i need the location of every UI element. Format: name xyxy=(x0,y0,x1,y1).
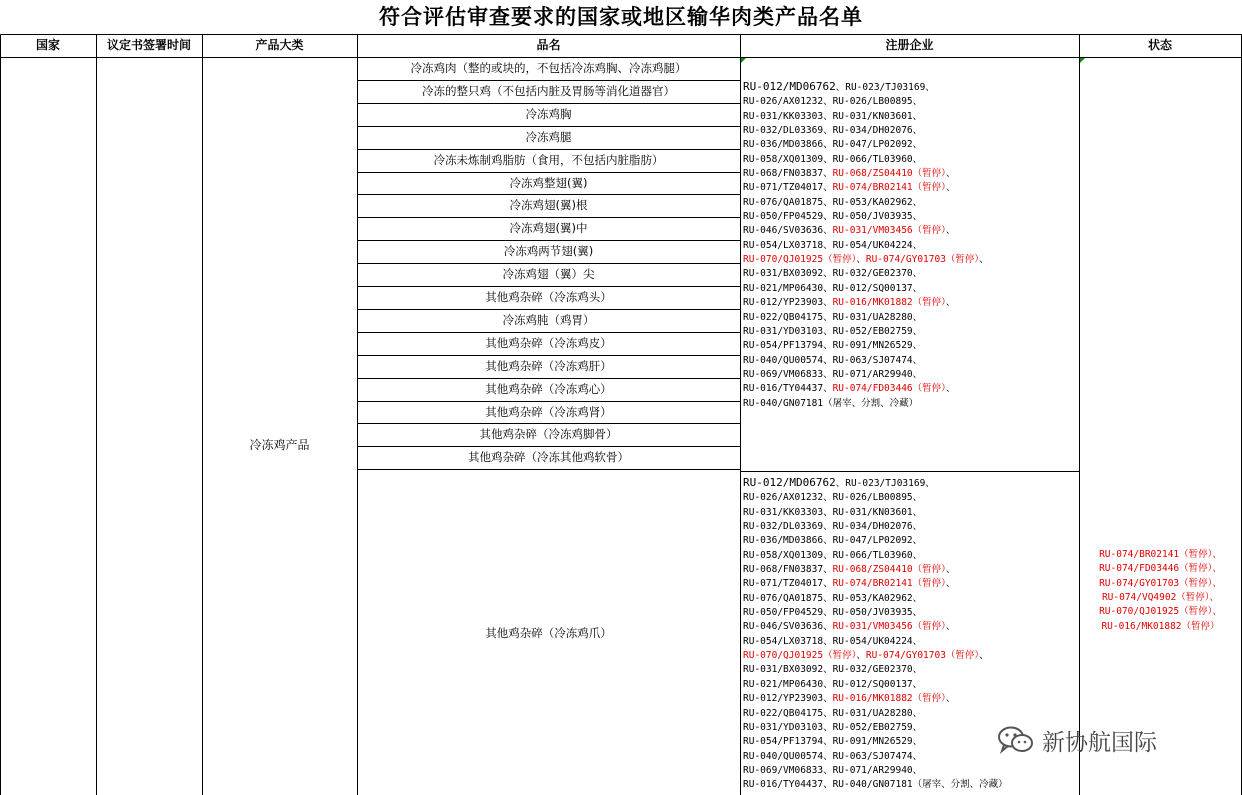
suspended-enterprise: RU-068/ZS04410（暂停） xyxy=(832,168,946,180)
enterprise-code: RU-032/DL03369、RU-034/DH02076、 xyxy=(743,125,923,137)
enterprise-code: RU-021/MP06430、RU-012/SQ00137、 xyxy=(743,282,923,294)
enterprise-code: 、 xyxy=(945,693,956,705)
product-row: 冷冻鸡整翅(翼) xyxy=(509,176,588,190)
enterprise-code: RU-046/SV03636、 xyxy=(743,621,833,633)
enterprise-line xyxy=(743,707,1078,721)
product-row: 冷冻鸡腿 xyxy=(525,130,572,144)
enterprise-code: RU-021/MP06430、RU-012/SQ00137、 xyxy=(743,678,923,690)
enterprise-code: 、RU-023/TJ03169、 xyxy=(835,82,935,93)
enterprise-line xyxy=(743,253,1078,267)
enterprise-list-group1 xyxy=(743,80,1078,411)
enterprise-line xyxy=(743,95,1078,109)
enterprise-line xyxy=(743,296,1078,310)
enterprise-code: RU-031/KK03303、RU-031/KN03601、 xyxy=(743,110,923,122)
enterprise-line xyxy=(743,124,1078,138)
suspended-enterprise: RU-031/VM03456（暂停） xyxy=(832,621,946,633)
enterprise-code: RU-069/VM06833、RU-071/AR29940、 xyxy=(743,764,923,776)
enterprise-code: RU-032/DL03369、RU-034/DH02076、 xyxy=(743,521,923,533)
enterprise-code: RU-031/KK03303、RU-031/KN03601、 xyxy=(743,506,923,518)
suspended-enterprise: RU-068/ZS04410（暂停） xyxy=(832,564,946,576)
header-category: 产品大类 xyxy=(255,38,304,52)
enterprise-code: 、 xyxy=(856,254,866,266)
enterprise-line xyxy=(743,196,1078,210)
enterprise-code: RU-076/QA01875、RU-053/KA02962、 xyxy=(743,196,923,208)
enterprise-line xyxy=(743,368,1078,382)
suspended-enterprise: RU-074/FD03446（暂停） xyxy=(832,383,946,395)
enterprise-code: 、 xyxy=(945,182,956,194)
enterprise-code: RU-026/AX01232、RU-026/LB00895、 xyxy=(743,492,923,504)
enterprise-line xyxy=(743,506,1078,520)
suspended-enterprise: RU-074/BR02141（暂停） xyxy=(832,182,946,194)
suspended-enterprise: RU-070/QJ01925（暂停） xyxy=(743,254,857,266)
enterprise-code: RU-054/LX03718、RU-054/UK04224、 xyxy=(743,635,923,647)
category-cell: 冷冻鸡产品 xyxy=(249,437,310,452)
suspended-enterprise: RU-070/QJ01925（暂停） xyxy=(743,650,857,662)
enterprise-line xyxy=(743,325,1078,339)
product-cell-chicken-feet: 其他鸡杂碎（冷冻鸡爪） xyxy=(485,626,612,640)
enterprise-line xyxy=(743,606,1078,620)
product-row: 冷冻的整只鸡（不包括内脏及胃肠等消化道器官） xyxy=(422,84,675,98)
enterprise-code: 、 xyxy=(945,564,956,576)
enterprise-code: 、 xyxy=(945,621,956,633)
status-line: RU-074/VQ4902（暂停）、 xyxy=(1101,592,1220,604)
enterprise-code: RU-054/PF13794、RU-091/MN26529、 xyxy=(743,736,923,748)
suspended-enterprise: RU-074/GY01703（暂停） xyxy=(865,650,980,662)
enterprise-code: RU-071/TZ04017、 xyxy=(743,578,833,590)
enterprise-code: 、 xyxy=(945,225,956,237)
enterprise-code: RU-058/XQ01309、RU-066/TL03960、 xyxy=(743,153,923,165)
enterprise-line xyxy=(743,635,1078,649)
enterprise-code: RU-012/MD06762 xyxy=(743,476,836,489)
enterprise-code: RU-040/QU00574、RU-063/SJ07474、 xyxy=(743,354,923,366)
status-line: RU-074/GY01703（暂停）、 xyxy=(1099,577,1222,589)
product-row: 冷冻鸡翅(翼)中 xyxy=(509,221,588,235)
enterprise-line xyxy=(743,778,1078,792)
enterprise-line xyxy=(743,520,1078,534)
enterprise-code: RU-026/AX01232、RU-026/LB00895、 xyxy=(743,96,923,108)
enterprise-code: 、 xyxy=(945,168,956,180)
header-status: 状态 xyxy=(1147,38,1172,52)
enterprise-line xyxy=(743,382,1078,396)
enterprise-line xyxy=(743,110,1078,124)
enterprise-line xyxy=(743,311,1078,325)
comment-marker xyxy=(1080,58,1085,63)
enterprise-line xyxy=(743,224,1078,238)
header-enterprise: 注册企业 xyxy=(885,38,934,52)
enterprise-line xyxy=(743,476,1078,491)
enterprise-code: RU-050/FP04529、RU-050/JV03935、 xyxy=(743,211,923,223)
suspended-enterprise: RU-074/GY01703（暂停） xyxy=(865,254,980,266)
enterprise-line xyxy=(743,181,1078,195)
status-line: RU-074/FD03446（暂停）、 xyxy=(1099,563,1222,575)
enterprise-line xyxy=(743,663,1078,677)
enterprise-code: 、RU-023/TJ03169、 xyxy=(835,478,935,489)
enterprise-code: RU-016/TY04437、RU-040/GN07181（屠宰、分割、冷藏） xyxy=(743,779,1008,791)
enterprise-line xyxy=(743,282,1078,296)
enterprise-line xyxy=(743,210,1078,224)
enterprise-line xyxy=(743,649,1078,663)
product-row: 其他鸡杂碎（冷冻鸡心） xyxy=(485,382,612,396)
status-cell xyxy=(1081,548,1240,634)
product-row: 冷冻鸡肉（整的或块的，不包括冷冻鸡胸、冷冻鸡腿） xyxy=(410,61,687,75)
enterprise-line xyxy=(743,577,1078,591)
enterprise-code: RU-022/QB04175、RU-031/UA28280、 xyxy=(743,311,923,323)
enterprise-code: RU-040/GN07181（屠宰、分割、冷藏） xyxy=(743,397,919,409)
status-line: RU-070/QJ01925（暂停）、 xyxy=(1099,606,1222,618)
status-line: RU-016/MK01882（暂停） xyxy=(1101,620,1220,632)
watermark-text: 新协航国际 xyxy=(1042,729,1157,756)
watermark xyxy=(996,722,1216,758)
suspended-enterprise: RU-016/MK01882（暂停） xyxy=(832,693,946,705)
enterprise-line xyxy=(743,491,1078,505)
enterprise-code: 、 xyxy=(945,297,956,309)
status-line: RU-074/BR02141（暂停）、 xyxy=(1099,549,1222,560)
enterprise-code: RU-036/MD03866、RU-047/LP02092、 xyxy=(743,535,923,547)
enterprise-code: RU-031/BX03092、RU-032/GE02370、 xyxy=(743,664,923,676)
enterprise-code: 、 xyxy=(945,578,956,590)
product-row: 其他鸡杂碎（冷冻鸡头） xyxy=(485,290,612,304)
header-signing-time: 议定书签署时间 xyxy=(106,38,191,52)
product-row: 其他鸡杂碎（冷冻鸡脚骨） xyxy=(479,427,618,441)
enterprise-code: RU-012/YP23903、 xyxy=(743,297,833,309)
product-row: 其他鸡杂碎（冷冻鸡肾） xyxy=(485,405,612,419)
product-row: 冷冻鸡胸 xyxy=(525,107,572,121)
enterprise-line xyxy=(743,397,1078,411)
header-product: 品名 xyxy=(536,38,561,52)
enterprise-line xyxy=(743,153,1078,167)
enterprise-line xyxy=(743,354,1078,368)
enterprise-line xyxy=(743,592,1078,606)
product-row: 其他鸡杂碎（冷冻鸡肝） xyxy=(485,359,612,373)
enterprise-code: RU-054/PF13794、RU-091/MN26529、 xyxy=(743,340,923,352)
product-row: 其他鸡杂碎（冷冻其他鸡软骨） xyxy=(468,450,629,464)
product-row: 其他鸡杂碎（冷冻鸡皮） xyxy=(485,336,612,350)
page-title: 符合评估审查要求的国家或地区输华肉类产品名单 xyxy=(379,4,863,29)
enterprise-code: 、 xyxy=(945,383,956,395)
enterprise-code: 、 xyxy=(979,650,989,662)
enterprise-line xyxy=(743,267,1078,281)
enterprise-line xyxy=(743,167,1078,181)
enterprise-line xyxy=(743,239,1078,253)
enterprise-line xyxy=(743,764,1078,778)
enterprise-code: RU-068/FN03837、 xyxy=(743,168,833,180)
enterprise-line xyxy=(743,563,1078,577)
enterprise-code: RU-054/LX03718、RU-054/UK04224、 xyxy=(743,239,923,251)
enterprise-line xyxy=(743,549,1078,563)
enterprise-line xyxy=(743,620,1078,634)
product-row: 冷冻鸡翅（翼）尖 xyxy=(502,267,595,281)
enterprise-code: RU-068/FN03837、 xyxy=(743,564,833,576)
suspended-enterprise: RU-031/VM03456（暂停） xyxy=(832,225,946,237)
enterprise-line xyxy=(743,138,1078,152)
enterprise-code: RU-031/BX03092、RU-032/GE02370、 xyxy=(743,268,923,280)
enterprise-code: RU-022/QB04175、RU-031/UA28280、 xyxy=(743,707,923,719)
enterprise-line xyxy=(743,534,1078,548)
enterprise-code: RU-058/XQ01309、RU-066/TL03960、 xyxy=(743,549,923,561)
suspended-enterprise: RU-016/MK01882（暂停） xyxy=(832,297,946,309)
enterprise-code: RU-012/MD06762 xyxy=(743,80,836,93)
enterprise-line xyxy=(743,678,1078,692)
product-row: 冷冻未炼制鸡脂肪（食用，不包括内脏脂肪） xyxy=(433,153,664,167)
enterprise-code: RU-040/QU00574、RU-063/SJ07474、 xyxy=(743,750,923,762)
enterprise-code: RU-050/FP04529、RU-050/JV03935、 xyxy=(743,607,923,619)
enterprise-code: RU-071/TZ04017、 xyxy=(743,182,833,194)
enterprise-code: RU-046/SV03636、 xyxy=(743,225,833,237)
comment-marker xyxy=(741,58,746,63)
header-country: 国家 xyxy=(35,38,60,52)
product-row: 冷冻鸡两节翅(翼) xyxy=(503,244,594,258)
suspended-enterprise: RU-074/BR02141（暂停） xyxy=(832,578,946,590)
enterprise-code: 、 xyxy=(856,650,866,662)
enterprise-line xyxy=(743,80,1078,95)
enterprise-code: RU-076/QA01875、RU-053/KA02962、 xyxy=(743,592,923,604)
product-row: 冷冻鸡肫（鸡胃） xyxy=(502,313,595,327)
product-row: 冷冻鸡翅(翼)根 xyxy=(509,198,588,212)
enterprise-code: RU-016/TY04437、 xyxy=(743,383,833,395)
wechat-icon xyxy=(996,725,1034,755)
enterprise-code: RU-036/MD03866、RU-047/LP02092、 xyxy=(743,139,923,151)
enterprise-code: RU-031/YD03103、RU-052/EB02759、 xyxy=(743,325,923,337)
enterprise-line xyxy=(743,339,1078,353)
enterprise-code: 、 xyxy=(979,254,989,266)
enterprise-line xyxy=(743,692,1078,706)
enterprise-code: RU-069/VM06833、RU-071/AR29940、 xyxy=(743,368,923,380)
enterprise-code: RU-012/YP23903、 xyxy=(743,693,833,705)
enterprise-code: RU-031/YD03103、RU-052/EB02759、 xyxy=(743,721,923,733)
